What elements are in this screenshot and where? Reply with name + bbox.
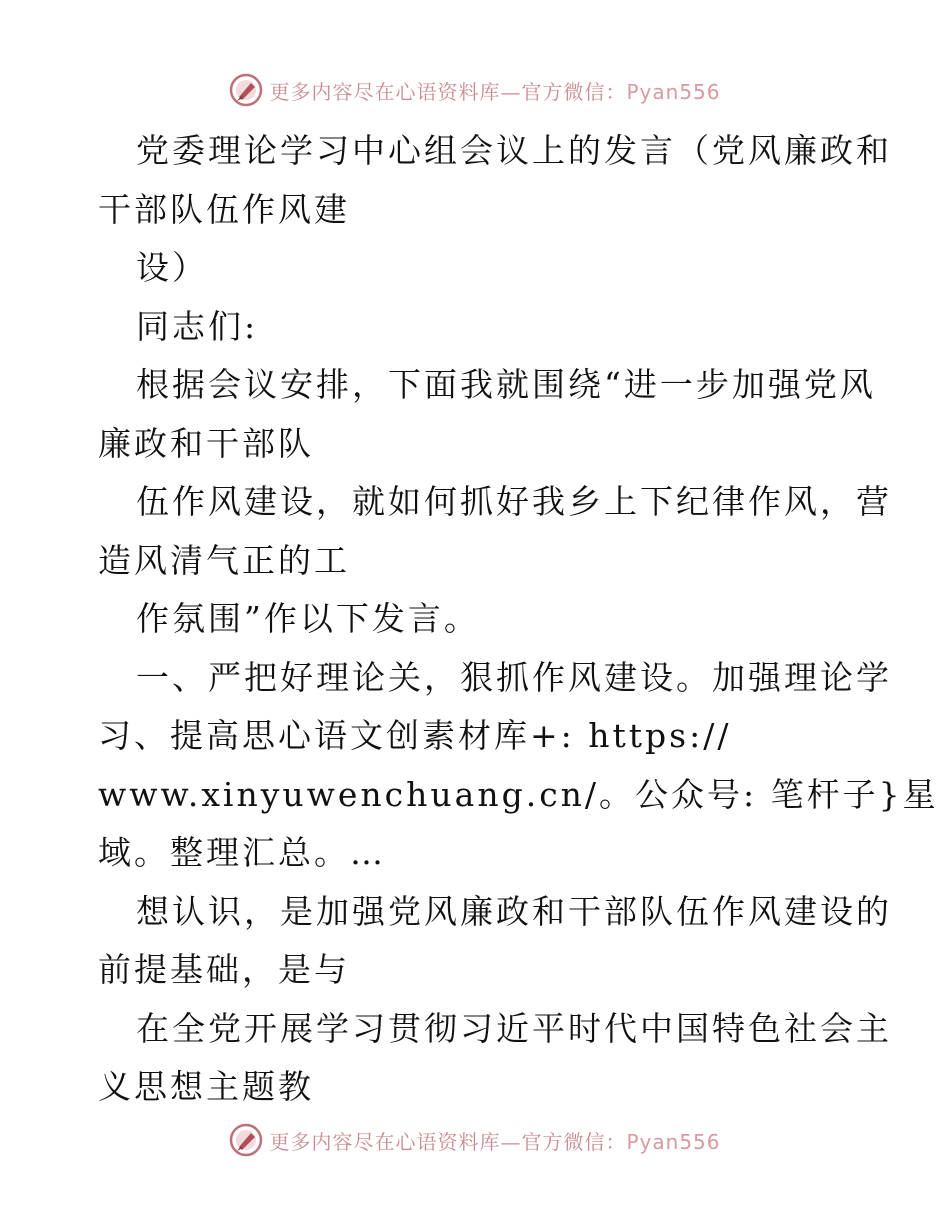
- text-line: www.xinyuwenchuang.cn/。公众号: 笔杆子}星: [98, 774, 939, 814]
- header-banner: [0, 70, 950, 110]
- footer-banner-text: [269, 1126, 720, 1155]
- text-line: 根据会议安排，下面我就围绕“进一步加强党风: [136, 365, 876, 404]
- banner-wechat-id: Pyan556: [626, 1129, 721, 1154]
- header-banner-text: [269, 76, 720, 105]
- pen-nib-logo-icon: [229, 1123, 263, 1157]
- text-line: 一、严把好理论关，狠抓作风建设。加强理论学: [136, 657, 892, 697]
- text-line: 干部队伍作风建: [98, 189, 350, 229]
- text-line: 作氛围”作以下发言。: [136, 599, 480, 638]
- banner-brand: 更多内容尽在心语资料库: [269, 79, 501, 104]
- pen-nib-logo-icon: [229, 73, 263, 107]
- text-line: 义思想主题教: [98, 1067, 314, 1106]
- text-line: 党委理论学习中心组会议上的发言（党风廉政和: [136, 131, 892, 170]
- text-line: 设）: [136, 248, 208, 287]
- text-line: 域。整理汇总。…: [98, 833, 386, 872]
- document-body: [98, 122, 939, 1117]
- banner-separator: —: [500, 1129, 522, 1154]
- banner-brand: 更多内容尽在心语资料库: [269, 1129, 501, 1154]
- text-line: 在全党开展学习贯彻习近平时代中国特色社会主: [136, 1008, 892, 1048]
- banner-wechat-id: Pyan556: [626, 79, 721, 104]
- banner-separator: —: [500, 79, 522, 104]
- text-line: 伍作风建设，就如何抓好我乡上下纪律作风，营: [136, 482, 892, 521]
- text-line: 造风清气正的工: [98, 540, 350, 580]
- text-line: 想认识，是加强党风廉政和干部队伍作风建设的: [136, 891, 892, 931]
- text-line: 同志们:: [136, 306, 259, 346]
- footer-banner: [0, 1120, 950, 1160]
- banner-wechat-label: 官方微信：: [521, 1129, 627, 1154]
- text-line: 习、提高思心语文创素材库+: https://: [98, 716, 732, 755]
- text-line: 廉政和干部队: [98, 423, 314, 463]
- banner-wechat-label: 官方微信：: [521, 79, 627, 104]
- text-line: 前提基础，是与: [98, 950, 350, 989]
